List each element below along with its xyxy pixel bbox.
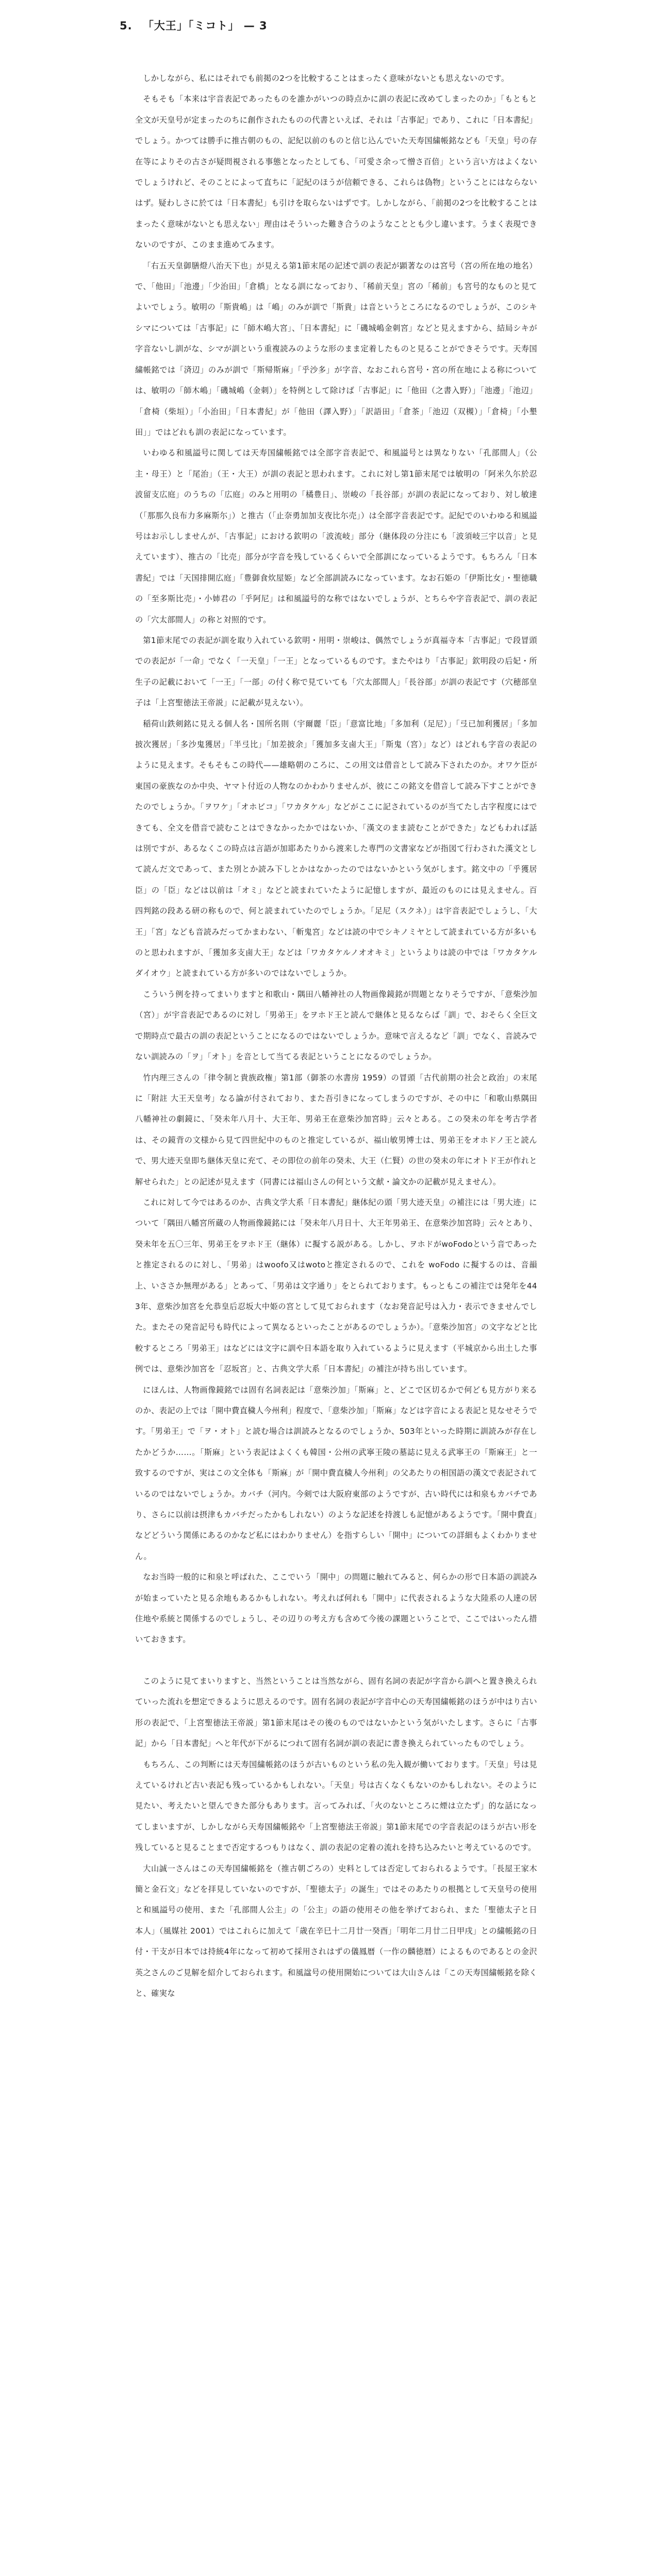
- paragraph: にほんは、人物画像鏡銘では固有名詞表記は「意柴沙加」「斯麻」と、どこで区切るかで何ども見方がり来るのか、表記の上では「開中費直穢人今州利」程度で、「意柴沙加」「斯麻」などは字音による表記と見なせそうです。「男弟王」で「ヲ・オト」と読む場合は訓読みとなるのでしょうか、503年といった時期に訓読みが存在したかどうか……。「斯麻」という表記はよくくも韓国・公州の武寧王陵の墓誌に見える武寧王の「斯麻王」と一致するのですが、実はこの文全体も「斯麻」が「開中費直穢人今州利」の父あたりの相国語の漢文で表記されているのではないでしょうか。カバチ（河内。今剣では大阪府東部のようですが、古い時代には和泉もカバチであり、さらに以前は摂津もカバチだったかもしれない）のような記述を持渡しも記憶があるようです。「開中費直」などどういう関係にあるのかなど私にはわかりません）を指すらしい「開中」についての詳細もよくわかりません。: [135, 1385, 537, 1561]
- section-title: 「大王」「ミコト」 — 3: [142, 20, 268, 32]
- paragraph: 竹内理三さんの「律令制と貴族政権」第1部（御茶の水書房 1959）の冒頭「古代前期の社会と政治」の末尾に「附註 大王天皇考」なる論が付されており、また吾引きになってしまうのですが、その中に「和歌山県隅田八幡神社の劇鏡に、「癸未年八月十、大王年、男弟王在意柴沙加宮時」云々とある。この癸未の年を考古学者は、その鏡背の文様から見て四世紀中のものと推定しているが、福山敏男博士は、男弟王をオホドノ王と読んで、男大迹天皇即ち継体天皇に充て、その即位の前年の癸未、大王（仁賢）の世の癸未の年にオトド王が作れと解せられた」との記述が見えます（同書には福山さんの何という文献・論文かの記載が見えません）。: [135, 1073, 537, 1187]
- page-header: [120, 18, 268, 33]
- paragraph: 大山誠一さんはこの天寿国繍帳銘を（推古朝ごろの）史料としては否定しておられるようです。「長屋王家木簡と金石文」などを拝見していないのですが、「聖徳太子」の誕生」ではそのあたりの根拠として天皇号の使用と和風謚号の使用、また「孔部間人公主」の「公主」の語の使用その他を挙げておられ、また「聖徳太子と日本人」（風媒社 2001）ではこれらに加えて「歳在辛巳十二月廿一癸酉」「明年二月廿二日甲戌」との繍帳銘の日付・干支が日本では持統4年になって初めて採用されはずの儀鳳暦（一作の麟徳暦）によるものであるとの金沢英之さんのご見解を紹介しておられます。和風諡号の使用開始については大山さんは「この天寿国繍帳銘を除くと、確実な: [135, 1863, 537, 1998]
- paragraph: なお当時一般的に和泉と呼ばれた、ここでいう「開中」の問題に触れてみると、何らかの形で日本語の訓読みが始まっていたと見る余地もあるかもしれない。考えれば何れも「開中」に代表されるような大陸系の人達の居住地や系統と関係するのでしょうし、その辺りの考え方も含めて今後の課題ということで、ここではいったん措いておきます。: [135, 1572, 537, 1645]
- paragraph: いわゆる和風謚号に関しては天寿国繍帳銘では全部字音表記で、和風謚号とは異なりない「孔部間人」（公主・母王）と「尾治」（王・大王）が訓の表記と思われます。これに対し第1節末尾では敏明の「阿米久尓於忍波留支広庭」のうちの「広庭」のみと用明の「橘豊日」、崇峻の「長谷部」が訓の表記になっており、対し敏達（「那那久良布力多麻斯尓」）と推古（「止奈勇加加支夜比尓売」）は全部字音表記です。記紀でのいわゆる和風謚号はお示ししませんが、「古事記」における欽明の「波流岐」部分（継体段の分注にも「波須岐三宇以音」と見えています）、推古の「比売」部分が字音を残しているくらいで全部訓になっているようです。もちろん「日本書紀」では「天国排開広庭」「豊御食炊屋姫」など全部訓読みになっています。なお石姫の「伊斯比女」・聖徳職の「至多斯比売」・小姉君の「乎阿尼」は和風謚号的な称ではないでしょうが、とちらや字音表記で、訓の表記の「穴太部間人」の称と対照的です。: [135, 448, 537, 624]
- paragraph: しかしながら、私にはそれでも前掲の2つを比較することはまったく意味がないとも思えないのです。: [143, 74, 509, 83]
- paragraph: 第1節末尾での表記が訓を取り入れている欽明・用明・崇峻は、偶然でしょうが真福寺本「古事記」で段冒頭での表記が「一命」でなく「一天皇」「一王」となっているものです。またやはり「古事記」欽明段の后妃・所生子の記載において「一王」「一部」の付く称で見ていても「穴太部間人」「長谷部」が訓の表記です（穴穂部皇子は「上宮聖徳法王帝説」に記載が見えない）。: [135, 635, 537, 708]
- section-break: [135, 1650, 537, 1671]
- paragraph: こういう例を持ってまいりますと和歌山・隅田八幡神社の人物画像鏡銘が問題となりそうですが、「意柴沙加（宮）」が宇音表記であるのに対し「男弟王」をヲホド王と読んで継体と見るならば「訓」で、おそらく全巨文で期時点で最古の訓の表記ということになるのではないでしょうか。意味で言えるなど「訓」でなく、音読みでない訓読みの「ヲ」「オト」を音として当てる表記ということになるのでしょうか。: [135, 989, 537, 1062]
- paragraph: 「右五天皇御膳燈八治天下也」が見える第1節末尾の記述で訓の表記が顕著なのは宮号（宮の所在地の地名）で、「他田」「池邊」「少治田」「倉橋」となる訓になっており、「稀前天皇」宮の「稀前」も宮号的なものと見てよいでしょう。敏明の「斯貴嶋」は「嶋」のみが訓で「斯貴」は音というところになるのでしょうが、このシキシマについては「古事記」に「師木嶋大宮」、「日本書紀」に「磯城嶋金刺宮」などと見えますから、結局シキが字音ないし訓がな、シマが訓という重複読みのような形のまま定着したものと見ることができそうです。天寿国繍帳銘では「済辺」のみが訓で「斯帰斯麻」「乎沙多」が字音、なおこれら宮号・宮の所在地による称については、敏明の「師木嶋」「磯城嶋（金刺）」を特例として除けば「古事記」に「他田（之書入野）」「池邊」「池辺」「倉椅（柴垣）」「小治田」「日本書紀」が「他田（譯入野）」「訳語田」「倉茶」「池辺（双槻）」「倉椅」「小墾田」」ではどれも訓の表記になっています。: [135, 261, 537, 437]
- paragraph: そもそも「本来は宇音表記であったものを誰かがいつの時点かに訓の表記に改めてしまったのか」「もともと全文が天皇号が定まったのちに創作されたものの代書といえば、それは「古事記」であり、これに「日本書紀」でしょう。かつては勝手に推古朝のもの、記紀以前のものと信じ込んでいた天寿国繍帳銘なども「天皇」号の存在等によりその古さが疑問視される事態となったとしても、「可愛さ余って憎さ百倍」という言い方はよくないでしょうけれど、そのことによって直ちに「記紀のほうが信頼できる、これらは偽物」ということにはならないはず。疑わしさに於ては「日本書紀」も引けを取らないはずです。しかしながら、「前掲の2つを比較することはまったく意味がないとも思えない」理由はそういった難き合うのようなこととも少し違います。うまく表現できないのですが、このまま進めてみます。: [135, 94, 537, 250]
- paragraph: 稲荷山鉄剣銘に見える個人名・国所名則（宇爾麗「臣」「意富比地」「多加利（足尼）」「弖已加利獲居」「多加披次獲居」「多沙鬼獲居」「半弖比」「加差披余」「獲加多支鹵大王」「斯鬼（宮）」など）はどれも字音の表記のように見えます。そもそもこの時代——雄略朝のころに、この用文は借音として読み下されたのか。オワケ臣が東国の豪族なのか中央、ヤマト付近の人物なのかわかりませんが、彼にこの銘文を借音して読み下すことができたのでしょうか。「ヲワケ」「オホビコ」「ワカタケル」などがここに記されているのが当てたし古字程度にはできても、全文を借音で読むことはできなかったかではないか、「漢文のまま読むことができた」などもわれば話は別ですが、あるなくこの時点は言語が加耶あたりから渡来した専門の文書家などが指図て行わされた漢文として読んだ文であって、また別とか読み下しとかはなかったのではないかという気がします。銘文中の「乎獲居臣」の「臣」などは以前は「オミ」などと読まれていたように記憶しますが、最近のものには見えません。百四判銘の段ある研の称もので、何と読まれていたのでしょうか。「足尼（スクネ）」は宇音表記でしょうし、「大王」「宮」なども音読みだってかまわない、「斬鬼宮」などは読の中でシキノミヤとして読まれている方が多いものと思われますが、「獲加多支鹵大王」などは「ワカタケルノオオキミ」というよりは読の中では「ワカタケルダイオウ」と読まれている方が多いのではないでしょうか。: [135, 719, 537, 978]
- paragraph: もちろん、この判断には天寿国繍帳銘のほうが古いものという私の先入観が働いております。「天皇」号は見えているけれど古い表記も残っているかもしれない。「天皇」号は古くなくもないのかもしれない。そのように見たい、考えたいと望んできた部分もあります。言ってみれば、「火のないところに煙は立たず」的な話になってしまいますが、しかしながら天寿国繍帳銘や「上宮聖徳法王帝説」第1節末尾での字音表記のほうが古い形を残していると見ることまで否定するつもりはなく、訓の表記の定着の流れを持ち込みたいと考えているのです。: [135, 1759, 537, 1853]
- paragraph: このように見てまいりますと、当然ということは当然ながら、固有名詞の表記が字音から訓へと置き換えられていった流れを想定できるように思えるのです。固有名詞の表記が字音中心の天寿国繍帳銘のほうが中はり古い形の表記で、「上宮聖徳法王帝説」第1節末尾はその後のものではないかという気がいたします。さらに「古事記」から「日本書紀」へと年代が下がるにつれて固有名詞が訓の表記に書き換えられていったものでしょう。: [135, 1676, 537, 1749]
- article-body: [135, 68, 537, 2004]
- paragraph: これに対して今ではあるのか、古典文学大系「日本書紀」継体紀の頭「男大迹天皇」の補注には「男大迹」について「隅田八幡宮所蔵の人物画像鏡銘には「癸未年八月日十、大王年男弟王、在意柴沙加宮時」云々とあり、癸未年を五〇三年、男弟王をヲホド王（継体）に擬する説がある。しかし、ヲホドがwoFodoという音であったと推定されるのに対し、「男弟」はwoofo又はwotoと推定されるので、これを woFodo に擬するのは、音韻上、いささか無理がある」とあって、「男弟は文字通り」をとられております。もっともこの補注では発年を443年、意柴沙加宮を允恭皇后忍坂大中姫の宮として見ておられます（なお発音記号は入力・表示できませんでした。またその発音記号も時代によって異なるといったことがあるのでしょうか）。「意柴沙加宮」の文字などと比較するところ「男弟王」はなどには文字に訓や日本語を取り入れているように見えます（平城京から出土した事例では、意柴沙加宮を「忍坂宮」と、古典文学大系「日本書紀」の補注が持ち出しています。: [135, 1197, 537, 1374]
- section-number: 5.: [120, 20, 133, 32]
